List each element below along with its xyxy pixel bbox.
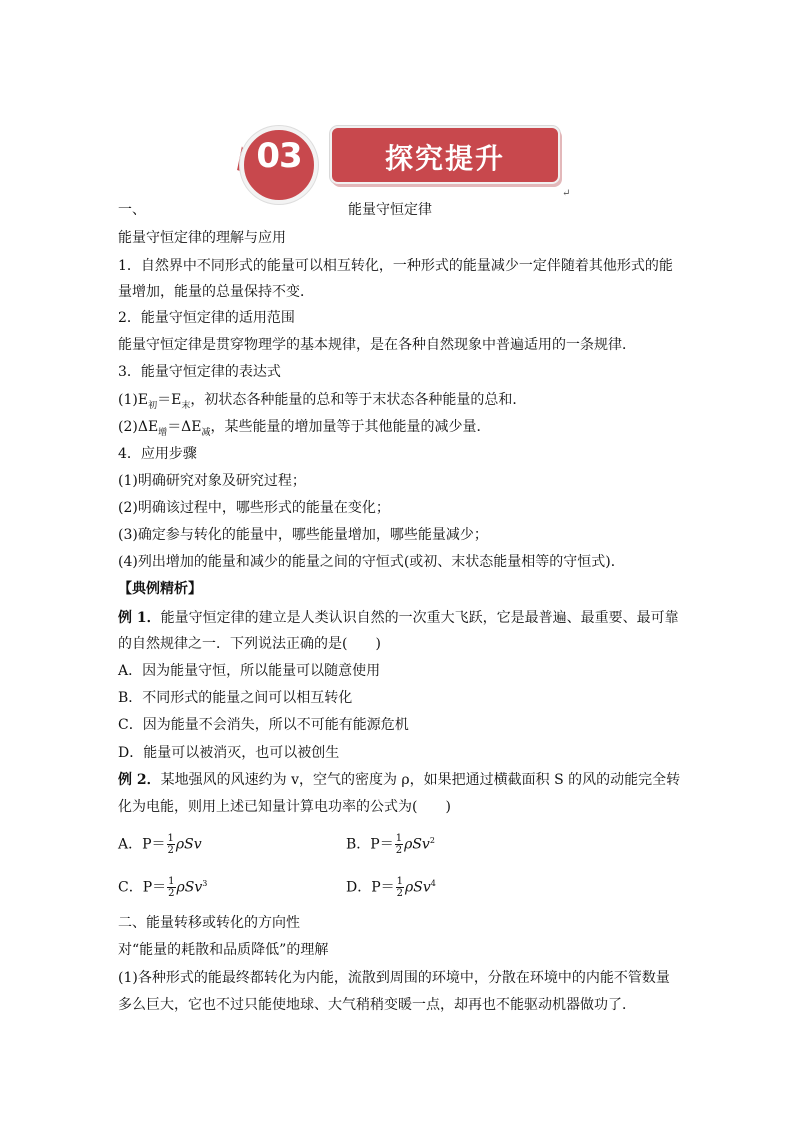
exponent: 4 [430,878,436,888]
option-b: B．不同形式的能量之间可以相互转化 [118,690,353,706]
example-label: 例 1． [118,610,161,626]
formula-text: (1)E [118,392,149,408]
formula-subscript: 增 [158,428,168,438]
paragraph-line: (4)列出增加的能量和减少的能量之间的守恒式(或初、末状态能量相等的守恒式)． [118,554,625,570]
option-d: D．能量可以被消灭，也可以被创生 [118,745,340,761]
fraction [396,876,404,899]
banner-title-box [330,126,560,184]
example-2-question [118,770,680,790]
formula-line-2 [118,417,491,439]
fraction-denominator: 2 [395,845,403,856]
option-expression: ρSv [176,879,203,896]
formula-subscript: 末 [181,401,191,411]
exponent: 3 [202,878,208,888]
subsection-heading: 能量守恒定律的理解与应用 [118,230,286,246]
question-text: 某地强风的风速约为 v，空气的密度为 ρ，如果把通过横截面积 S 的风的动能完全转 [160,772,681,788]
formula-option-c [118,876,207,900]
formula-subscript: 初 [148,401,158,411]
formula-text: ＝E [157,392,182,408]
fraction-denominator: 2 [167,845,174,856]
examples-heading: 【典例精析】 [118,581,202,597]
fraction-numerator: 1 [167,833,174,844]
formula-option-b [346,833,435,857]
paragraph-line: 能量守恒定律是贯穿物理学的基本规律，是在各种自然现象中普遍适用的一条规律． [118,337,636,353]
option-expression: ρSv [405,879,431,896]
option-label: B．P＝ [346,836,394,853]
section-heading-2: 二、能量转移或转化的方向性 [118,915,300,931]
section-title: 能量守恒定律 [348,202,432,218]
section-banner [236,120,566,200]
paragraph-line: 多么巨大，它也不过只能使地球、大气稍稍变暖一点，却再也不能驱动机器做功了． [118,997,636,1013]
option-a: A．因为能量守恒，所以能量可以随意使用 [118,663,381,679]
paragraph-line: 量增加，能量的总量保持不变． [118,284,314,300]
example-label: 例 2． [118,772,161,788]
paragraph-line: (3)确定参与转化的能量中，哪些能量增加，哪些能量减少； [118,527,488,543]
fraction-denominator: 2 [396,888,404,899]
formula-line-1 [118,390,526,412]
formula-subscript: 减 [201,428,211,438]
formula-text: (2)ΔE [118,419,159,435]
fraction [167,876,175,899]
paragraph-line: 3．能量守恒定律的表达式 [118,364,281,380]
option-label: D．P＝ [346,879,395,896]
fraction-denominator: 2 [168,888,175,899]
exponent: 2 [429,835,435,845]
example-1-question [118,608,679,628]
option-label: A．P＝ [118,836,166,853]
paragraph-line: (1)明确研究对象及研究过程； [118,473,306,489]
formula-option-a [118,833,202,856]
option-c: C．因为能量不会消失，所以不可能有能源危机 [118,717,409,733]
paragraph-line: 4．应用步骤 [118,446,197,462]
option-expression: ρSv [404,836,430,853]
option-label: C．P＝ [118,879,167,896]
banner-number: 03 [256,136,302,176]
paragraph-line: 1．自然界中不同形式的能量可以相互转化，一种形式的能量减少一定伴随着其他形式的能 [118,258,673,274]
formula-text: ，初状态各种能量的总和等于末状态各种能量的总和． [190,392,527,408]
formula-option-d [346,876,436,900]
fraction-numerator: 1 [395,833,403,844]
paragraph-line: 2．能量守恒定律的适用范围 [118,310,295,326]
paragraph-line: (2)明确该过程中，哪些形式的能量在变化； [118,500,390,516]
paragraph-line: (1)各种形式的能最终都转化为内能，流散到周围的环境中，分散在环境中的内能不管数量 [118,970,670,986]
formula-text: ＝ΔE [167,419,202,435]
formula-text: ，某些能量的增加量等于其他能量的减少量． [210,419,491,435]
banner-title: 探究提升 [384,142,505,175]
paragraph-line: 化为电能，则用上述已知量计算电功率的公式为( ) [118,799,451,815]
fraction [395,833,403,856]
question-text: 能量守恒定律的建立是人类认识自然的一次重大飞跃，它是最普遍、最重要、最可靠 [160,610,679,626]
fraction-numerator: 1 [168,876,175,887]
fraction [167,833,175,856]
paragraph-mark: ↵ [562,188,571,199]
option-expression: ρSv [175,836,202,853]
subsection-heading: 对“能量的耗散和品质降低”的理解 [118,942,329,958]
paragraph-line: 的自然规律之一．下列说法正确的是( ) [118,636,381,652]
fraction-numerator: 1 [396,876,404,887]
heading-prefix: 一、 [118,202,146,218]
